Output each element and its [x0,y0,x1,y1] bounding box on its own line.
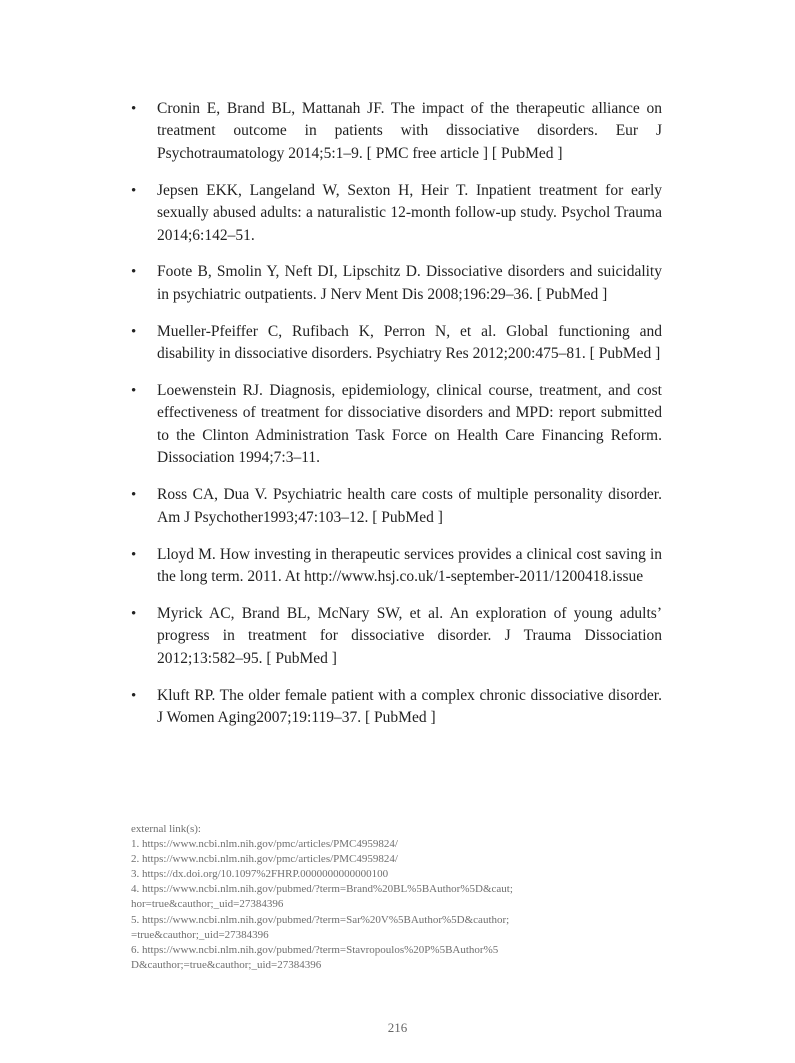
reference-item [131,484,662,529]
external-link[interactable]: 4. https://www.ncbi.nlm.nih.gov/pubmed/?term=Brand%20BL%5BAuthor%5D&caut; [131,883,513,896]
reference-item [131,98,662,165]
external-link-continued[interactable]: =true&cauthor;_uid=27384396 [131,928,269,941]
reference-text: Jepsen EKK, Langeland W, Sexton H, Heir T. Inpatient treatment for early sexually abused adults: a naturalistic 12-month follow-up study. Psychol Trauma 2014;6:142–51. [157,181,662,244]
external-link[interactable]: 6. https://www.ncbi.nlm.nih.gov/pubmed/?term=Stavropoulos%20P%5BAuthor%5 [131,943,499,956]
reference-item [131,544,662,589]
external-link-continued[interactable]: hor=true&cauthor;_uid=27384396 [131,898,284,911]
bullet: • [131,182,137,199]
external-link[interactable]: 3. https://dx.doi.org/10.1097%2FHRP.0000000000000100 [131,868,389,881]
reference-text: Ross CA, Dua V. Psychiatric health care costs of multiple personality disorder. Am J Psychother1993;47:103–12. [ PubMed ] [157,486,662,526]
page-number: 216 [387,1020,408,1035]
bullet: • [131,323,137,340]
reference-item [131,321,662,366]
bullet: • [131,546,137,563]
reference-text: Mueller-Pfeiffer C, Rufibach K, Perron N, et al. Global functioning and disability in dissociative disorders. Psychiatry Res 2012;200:475–81. [ PubMed ] [157,322,662,363]
bullet: • [131,487,137,504]
bullet: • [131,264,137,281]
reference-text: Lloyd M. How investing in therapeutic services provides a clinical cost saving in the long term. 2011. At http://www.hsj.co.uk/1-september-2011/1200418.issue [157,545,662,585]
reference-item [131,180,662,247]
bullet: • [131,383,137,400]
bullet: • [131,605,137,622]
external-link-continued[interactable]: D&cauthor;=true&cauthor;_uid=27384396 [131,958,322,971]
reference-item [131,261,662,306]
reference-text: Foote B, Smolin Y, Neft DI, Lipschitz D. Dissociative disorders and suicidality in psychiatric outpatients. J Nerv Ment Dis 2008;196:29–36. [ PubMed ] [157,263,662,303]
bullet: • [131,101,137,117]
external-links [131,822,591,973]
reference-text: Cronin E, Brand BL, Mattanah JF. The impact of the therapeutic alliance on treatment outcome in patients with dissociative disorders. Eur J Psychotraumatology 2014;5:1–9. [ PMC free article ] [ PubMed ] [157,100,662,162]
reference-text: Myrick AC, Brand BL, McNary SW, et al. An exploration of young adults’ progress in treatment for dissociative disorder. J Trauma Dissociation 2012;13:582–95. [ PubMed ] [157,604,662,667]
external-link[interactable]: 2. https://www.ncbi.nlm.nih.gov/pmc/articles/PMC4959824/ [131,853,398,866]
reference-item [131,380,662,470]
reference-text: Kluft RP. The older female patient with a complex chronic dissociative disorder. J Women Aging2007;19:119–37. [ PubMed ] [157,686,662,726]
bullet: • [131,687,137,704]
external-links-heading: external link(s): [131,823,201,835]
external-link[interactable]: 1. https://www.ncbi.nlm.nih.gov/pmc/articles/PMC4959824/ [131,838,398,851]
reference-item [131,685,662,730]
reference-list [131,98,662,744]
external-link[interactable]: 5. https://www.ncbi.nlm.nih.gov/pubmed/?term=Sar%20V%5BAuthor%5D&cauthor; [131,913,510,926]
reference-item [131,603,662,670]
reference-text: Loewenstein RJ. Diagnosis, epidemiology, clinical course, treatment, and cost effectiveness of treatment for dissociative disorders and MPD: report submitted to the Clinton Administration Task Force on Health Care Financing Reform. Dissociation 1994;7:3–11. [157,382,662,467]
